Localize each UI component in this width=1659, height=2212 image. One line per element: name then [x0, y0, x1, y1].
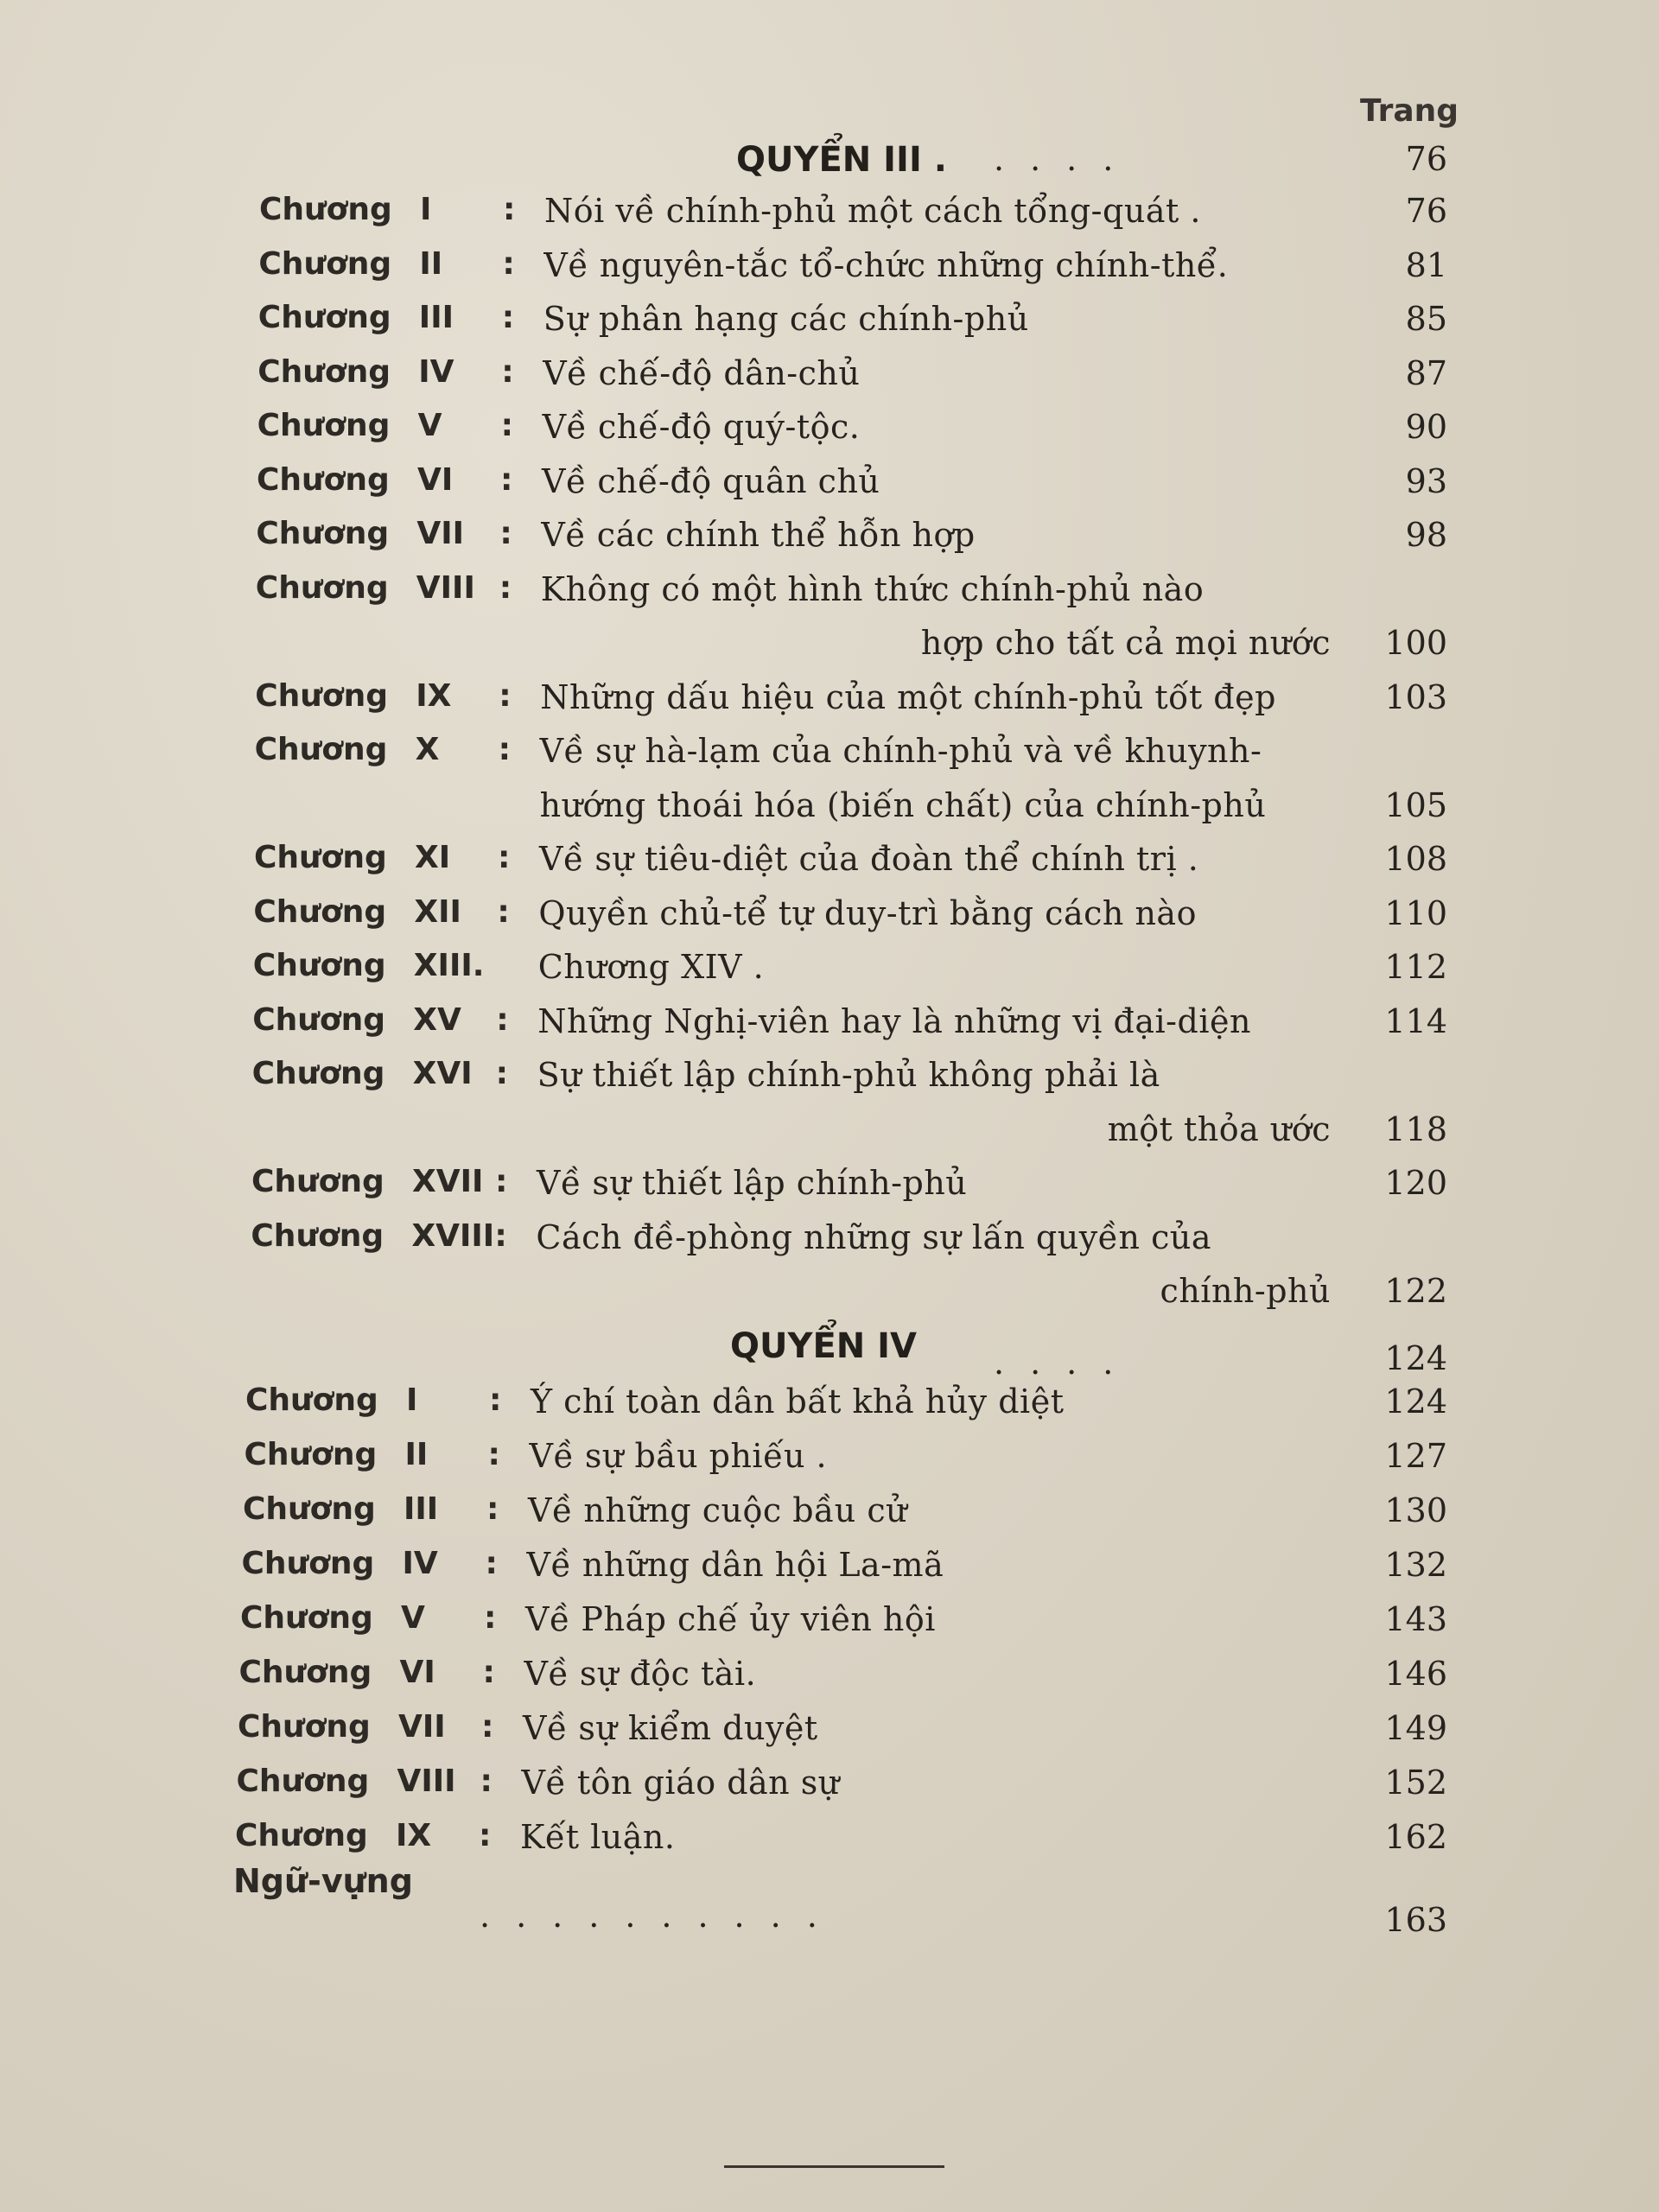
chapter-number: II [419, 245, 443, 282]
chapter-page: 162 [1384, 1818, 1447, 1856]
chapter-label: Chương [243, 1491, 376, 1527]
chapter-number: V [417, 408, 442, 443]
chapter-label: Chương [257, 300, 391, 335]
toc-row [0, 408, 1659, 460]
chapter-label: Chương [253, 893, 387, 930]
chapter-title: Về sự kiểm duyệt [523, 1709, 818, 1747]
chapter-colon: : [500, 408, 513, 443]
chapter-title: Cách đề-phòng những sự lấn quyền của [536, 1217, 1212, 1256]
chapter-title: Về Pháp chế ủy viên hội [525, 1600, 936, 1638]
glossary-page-row [0, 1901, 1659, 1953]
chapter-page: 87 [1405, 353, 1447, 392]
chapter-number: VII [398, 1709, 446, 1745]
chapter-page: 93 [1405, 461, 1447, 500]
toc-row [0, 1764, 1659, 1815]
book3-dots: .... [994, 140, 1140, 178]
chapter-title: Sự thiết lập chính-phủ không phải là [537, 1056, 1160, 1094]
chapter-title: Về chế-độ quý-tộc. [542, 408, 861, 446]
chapter-title: Kết luận. [520, 1818, 676, 1856]
chapter-label: Chương [259, 192, 392, 227]
chapter-title: một thỏa ước [1107, 1109, 1331, 1148]
chapter-title: Những dấu hiệu của một chính-phủ tốt đẹp [540, 677, 1276, 716]
book4-page: 124 [1384, 1339, 1447, 1377]
chapter-title: hướng thoái hóa (biến chất) của chính-phủ [539, 785, 1267, 824]
toc-row [0, 948, 1659, 1000]
chapter-page: 98 [1405, 516, 1447, 554]
chapter-title: Về nguyên-tắc tổ-chức những chính-thể. [543, 245, 1229, 284]
chapter-number: XV [413, 1001, 461, 1038]
chapter-label: Chương [245, 1382, 378, 1418]
chapter-number: X [415, 732, 440, 767]
toc-row [0, 1709, 1659, 1761]
chapter-number: V [401, 1600, 425, 1636]
toc-row [0, 1218, 1659, 1270]
chapter-title: Về sự hà-lạm của chính-phủ và về khuynh- [539, 732, 1262, 770]
chapter-title: Về những dân hội La-mã [526, 1546, 944, 1584]
chapter-number: VIII [397, 1764, 456, 1799]
chapter-colon: : [499, 569, 512, 606]
chapter-label: Chương [254, 840, 387, 875]
toc-row [0, 840, 1659, 892]
chapter-title: Về các chính thể hỗn hợp [541, 516, 976, 554]
chapter-number: I [420, 192, 432, 227]
chapter-colon: : [501, 300, 515, 335]
chapter-title: hợp cho tất cả mọi nước [920, 624, 1331, 662]
chapter-title: Về những cuộc bầu cử [528, 1491, 908, 1529]
toc-row [0, 894, 1659, 946]
toc-row [0, 786, 1659, 838]
chapter-page: 81 [1405, 245, 1447, 284]
chapter-colon: : [487, 1437, 500, 1472]
toc-row [0, 1382, 1659, 1434]
chapter-label: Chương [235, 1818, 368, 1853]
chapter-page: 149 [1384, 1709, 1447, 1747]
trang-header: Trang [1360, 93, 1459, 129]
toc-row [0, 354, 1659, 406]
chapter-colon: : [498, 732, 511, 767]
chapter-page: 124 [1384, 1382, 1447, 1421]
toc-row [0, 732, 1659, 784]
toc-row [0, 246, 1659, 298]
book4-dots: .... [994, 1344, 1140, 1382]
chapter-page: 114 [1384, 1001, 1447, 1040]
chapter-colon: : [495, 1056, 508, 1091]
toc-row [0, 624, 1659, 676]
toc-row [0, 1272, 1659, 1324]
glossary-dots: .......... [480, 1897, 843, 1935]
toc-row [0, 300, 1659, 352]
chapter-colon: : [497, 893, 510, 930]
chapter-number: VIII [416, 569, 475, 606]
chapter-label: Chương [255, 677, 388, 714]
chapter-label: Chương [258, 245, 392, 282]
chapter-page: 127 [1384, 1437, 1447, 1475]
chapter-colon: : [495, 1164, 508, 1199]
chapter-label: Chương [252, 948, 386, 983]
chapter-colon: : [486, 1491, 499, 1527]
chapter-number: III [418, 300, 454, 335]
chapter-page: 105 [1384, 785, 1447, 824]
chapter-colon: : [484, 1600, 497, 1636]
chapter-colon: : [479, 1818, 492, 1853]
chapter-number: II [404, 1437, 429, 1472]
chapter-number: IX [396, 1818, 432, 1853]
chapter-page: 110 [1384, 893, 1447, 932]
chapter-label: Chương [257, 408, 391, 443]
chapter-label: Chương [251, 1217, 385, 1254]
chapter-label: Chương [257, 461, 390, 498]
chapter-page: 132 [1384, 1546, 1447, 1584]
chapter-page: 112 [1384, 948, 1447, 986]
chapter-page: 152 [1384, 1764, 1447, 1802]
toc-row [0, 1437, 1659, 1489]
toc-row [0, 1110, 1659, 1162]
chapter-page: 146 [1384, 1655, 1447, 1693]
chapter-number: XI [415, 840, 451, 875]
chapter-title: Nói về chính-phủ một cách tổng-quát . [544, 192, 1201, 230]
chapter-title: Về chế-độ dân-chủ [543, 353, 861, 392]
chapter-label: Chương [251, 1056, 385, 1091]
chapter-colon: : [480, 1764, 493, 1799]
chapter-page: 100 [1384, 624, 1447, 662]
chapter-page: 103 [1384, 677, 1447, 716]
chapter-label: Chương [251, 1164, 385, 1199]
chapter-colon: : [502, 245, 515, 282]
toc-row [0, 1600, 1659, 1652]
glossary-label: Ngữ-vựng [233, 1862, 413, 1900]
chapter-label: Chương [236, 1764, 370, 1799]
chapter-colon: : [501, 353, 514, 390]
chapter-page: 108 [1384, 840, 1447, 878]
chapter-title: Về sự bầu phiếu . [529, 1437, 828, 1475]
chapter-colon: : [494, 1217, 507, 1254]
chapter-number: IV [418, 353, 454, 390]
bottom-rule [724, 2165, 944, 2168]
chapter-page: 76 [1405, 192, 1447, 230]
chapter-page: 130 [1384, 1491, 1447, 1529]
chapter-colon: : [481, 1709, 494, 1745]
chapter-colon: : [499, 677, 512, 714]
chapter-title: Không có một hình thức chính-phủ nào [540, 569, 1205, 608]
book3-page-row [0, 140, 1659, 192]
glossary-page: 163 [1384, 1901, 1447, 1939]
chapter-label: Chương [238, 1709, 371, 1745]
chapter-colon: : [499, 516, 512, 551]
toc-row [0, 462, 1659, 514]
chapter-number: I [406, 1382, 418, 1418]
chapter-number: XVIII [411, 1217, 495, 1254]
toc-row [0, 1164, 1659, 1216]
chapter-label: Chương [244, 1437, 378, 1472]
chapter-number: XVII [412, 1164, 484, 1199]
chapter-colon: : [496, 1001, 509, 1038]
chapter-title: Những Nghị-viên hay là những vị đại-diện [537, 1001, 1251, 1040]
toc-row [0, 1002, 1659, 1054]
chapter-title: Ý chí toàn dân bất khả hủy diệt [531, 1382, 1065, 1421]
chapter-label: Chương [255, 569, 389, 606]
chapter-number: XII [414, 893, 461, 930]
chapter-page: 85 [1405, 300, 1447, 338]
toc-row [0, 678, 1659, 730]
chapter-number: VI [417, 461, 454, 498]
chapter-number: IX [416, 677, 452, 714]
chapter-number: VII [416, 516, 465, 551]
chapter-number: XIII. [413, 948, 485, 983]
chapter-colon: : [500, 461, 513, 498]
chapter-page: 143 [1384, 1600, 1447, 1638]
chapter-number: III [404, 1491, 439, 1527]
chapter-colon: : [489, 1382, 502, 1418]
chapter-page: 120 [1384, 1164, 1447, 1202]
chapter-colon: : [482, 1655, 495, 1690]
toc-row [0, 516, 1659, 568]
chapter-title: Về sự tiêu-diệt của đoàn thể chính trị . [539, 840, 1199, 878]
book4-title: QUYỂN IV [730, 1326, 918, 1366]
chapter-label: Chương [238, 1655, 372, 1690]
book3-page: 76 [1405, 140, 1447, 178]
chapter-title: Về sự thiết lập chính-phủ [537, 1164, 968, 1202]
chapter-page: 122 [1384, 1272, 1447, 1310]
chapter-label: Chương [252, 1001, 385, 1038]
toc-row [0, 192, 1659, 244]
chapter-label: Chương [256, 516, 390, 551]
chapter-number: IV [402, 1546, 438, 1581]
chapter-title: Sự phân hạng các chính-phủ [543, 300, 1029, 338]
chapter-label: Chương [241, 1546, 375, 1581]
toc-row [0, 1655, 1659, 1707]
chapter-label: Chương [257, 353, 391, 390]
chapter-title: Chương XIV . [537, 948, 765, 986]
chapter-label: Chương [240, 1600, 373, 1636]
chapter-title: Về sự độc tài. [524, 1655, 757, 1693]
chapter-number: XVI [412, 1056, 473, 1091]
chapter-page: 118 [1384, 1109, 1447, 1148]
chapter-title: Quyền chủ-tể tự duy-trì bằng cách nào [538, 893, 1197, 932]
chapter-title: Về tôn giáo dân sự [521, 1764, 840, 1802]
book3-title: QUYỂN III . [736, 140, 947, 180]
toc-row [0, 1491, 1659, 1543]
chapter-colon: : [485, 1546, 498, 1581]
toc-row [0, 570, 1659, 622]
chapter-page: 90 [1405, 408, 1447, 446]
chapter-number: VI [399, 1655, 435, 1690]
chapter-colon: : [498, 840, 511, 875]
toc-row [0, 1546, 1659, 1598]
chapter-title: chính-phủ [1160, 1272, 1331, 1310]
chapter-label: Chương [254, 732, 388, 767]
chapter-colon: : [503, 192, 516, 227]
chapter-title: Về chế-độ quân chủ [542, 461, 880, 500]
toc-row [0, 1056, 1659, 1108]
